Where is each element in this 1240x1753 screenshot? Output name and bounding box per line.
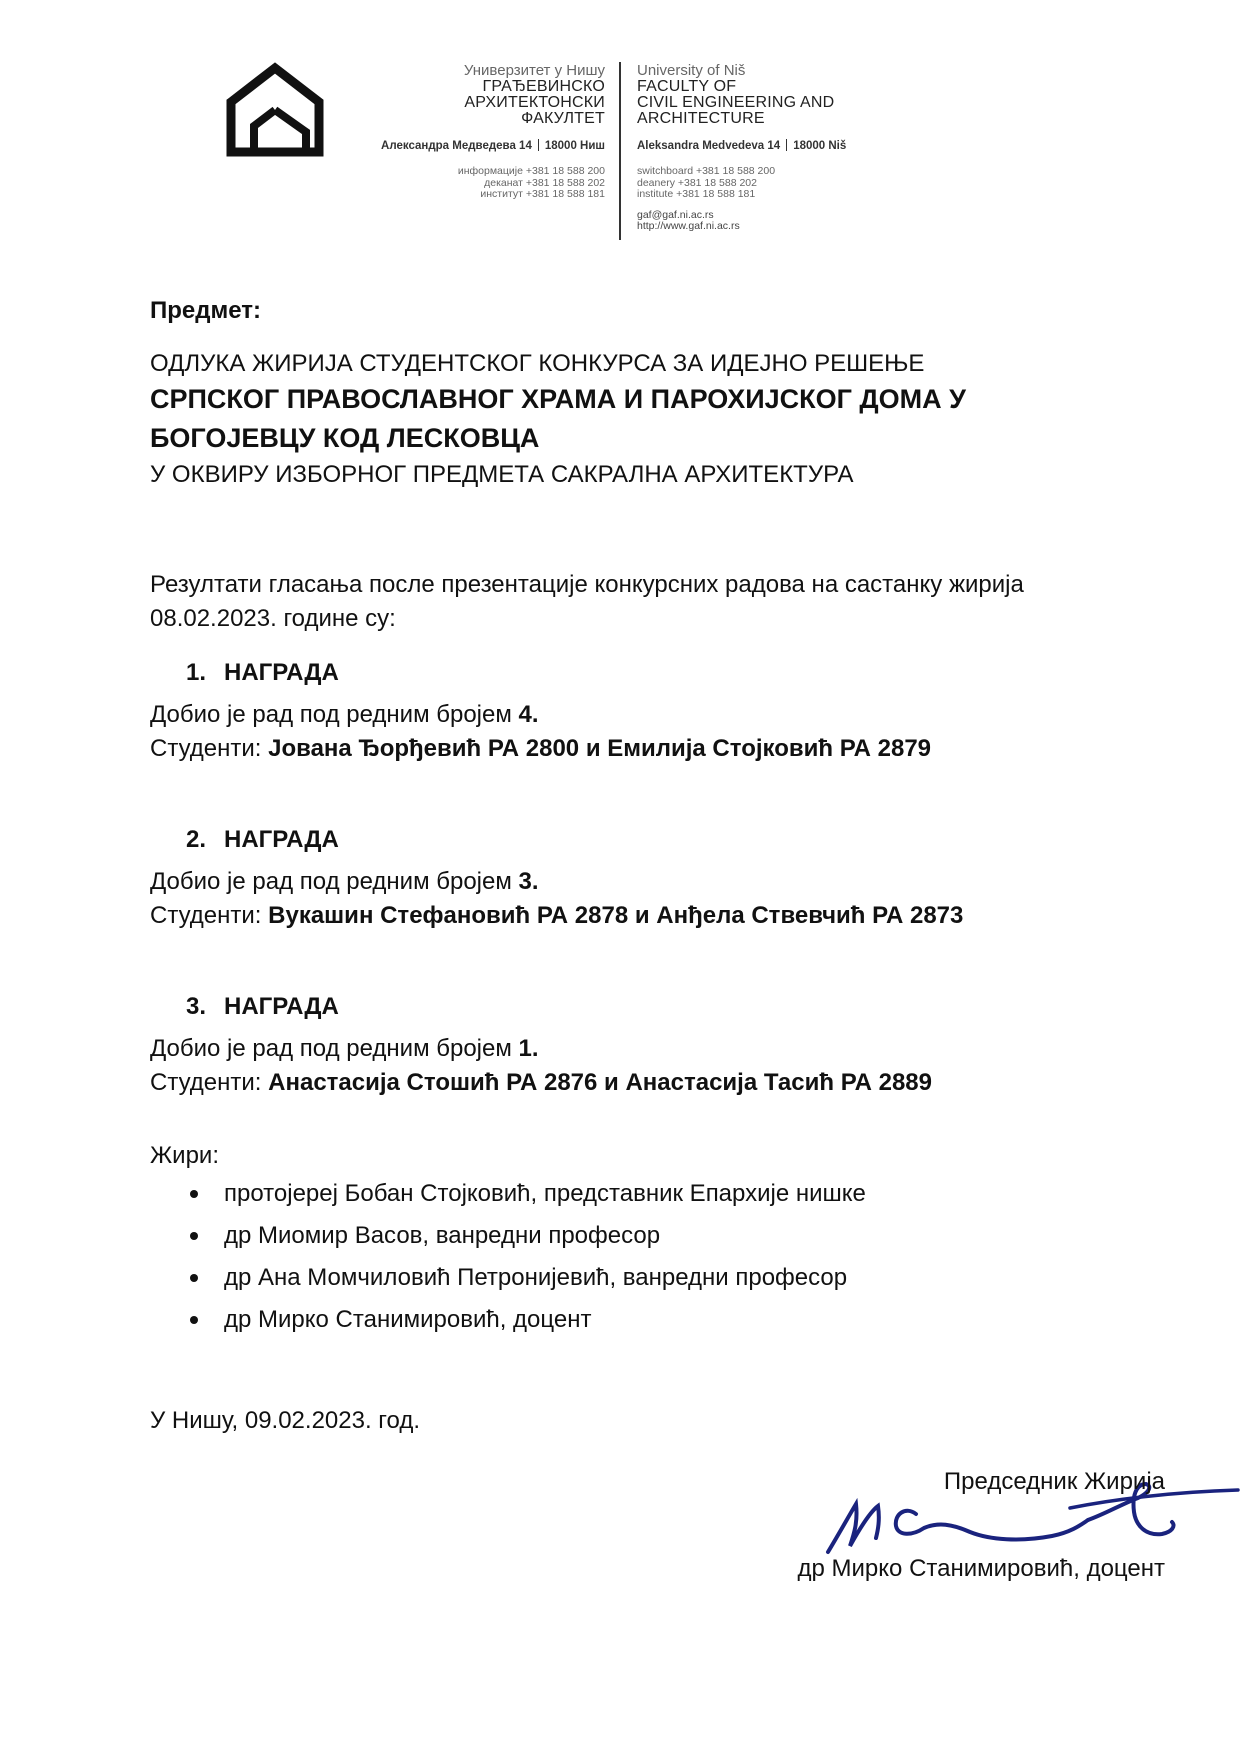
web-contacts: [637, 210, 937, 233]
award-label: НАГРАДА: [224, 826, 339, 853]
president-title: Председник Жирија: [943, 1468, 1165, 1495]
award-students: [150, 732, 931, 766]
work-prefix: Добио је рад под редним бројем: [150, 1035, 519, 1062]
award-label: НАГРАДА: [224, 993, 339, 1020]
email-link[interactable]: gaf@gaf.ni.ac.rs: [637, 208, 714, 221]
award-heading: [150, 823, 963, 857]
contact-en-deanery: deanery +381 18 588 202: [637, 176, 757, 189]
jury-member: др Мирко Станимировић, доцент: [150, 1303, 866, 1345]
jury-list: [150, 1177, 866, 1345]
address-en-street: Aleksandra Medvedeva 14: [637, 140, 781, 152]
students-names: Анастасија Стошић РА 2876 и Анастасија Тасић РА 2889: [268, 1069, 932, 1096]
jury-member: протојереј Бобан Стојковић, представник Епархије нишке: [150, 1177, 866, 1219]
address-en: [637, 139, 937, 152]
title-bold-line-1: СРПСКОГ ПРАВОСЛАВНОГ ХРАМА И ПАРОХИЈСКОГ ДОМА У: [150, 384, 966, 414]
intro-line-1: Резултати гласања после презентације конкурсних радова на састанку жирија: [150, 571, 1024, 598]
work-prefix: Добио је рад под редним бројем: [150, 701, 519, 728]
faculty-logo-icon: [226, 62, 324, 158]
intro-paragraph: [150, 568, 1110, 636]
students-prefix: Студенти:: [150, 1069, 269, 1096]
award-number: 2.: [186, 826, 207, 853]
faculty-name-sr-2: АРХИТЕКТОНСКИ: [464, 94, 605, 111]
faculty-name-en-2: CIVIL ENGINEERING AND: [637, 94, 835, 111]
students-prefix: Студенти:: [150, 735, 269, 762]
address-en-city: 18000 Niš: [793, 140, 847, 152]
contacts-en: [637, 166, 937, 201]
award-number: 1.: [186, 659, 207, 686]
address-sr: [330, 139, 605, 152]
work-number: 1.: [518, 1035, 539, 1062]
award-2: [150, 823, 963, 933]
award-students: [150, 1066, 932, 1100]
award-students: [150, 899, 963, 933]
address-sr-street: Александра Медведева 14: [381, 140, 532, 152]
letterhead-divider: [619, 62, 621, 240]
contact-sr-institute: институт +381 18 588 181: [480, 188, 605, 200]
title-bold: [150, 380, 1050, 458]
jury-title: Жири:: [150, 1142, 219, 1169]
title-line-1: ОДЛУКА ЖИРИЈА СТУДЕНТСКОГ КОНКУРСА ЗА ИДЕЈНО РЕШЕЊЕ: [150, 350, 925, 377]
work-number: 4.: [518, 701, 539, 728]
contact-en-institute: institute +381 18 588 181: [637, 188, 756, 200]
contact-sr-info: информације +381 18 588 200: [457, 165, 605, 177]
award-work: [150, 1032, 932, 1066]
jury-member: др Миомир Васов, ванредни професор: [150, 1219, 866, 1261]
students-names: Вукашин Стефановић РА 2878 и Анђела Ствевчић РА 2873: [268, 902, 964, 929]
award-work: [150, 865, 963, 899]
letterhead-serbian: [330, 62, 605, 201]
university-name-en: University of Niš: [637, 62, 746, 79]
university-name-sr: Универзитет у Нишу: [463, 62, 605, 79]
work-number: 3.: [518, 868, 539, 895]
award-number: 3.: [186, 993, 207, 1020]
contact-sr-deanery: деканат +381 18 588 202: [484, 176, 605, 189]
award-heading: [150, 656, 931, 690]
president-name: др Мирко Станимировић, доцент: [797, 1555, 1165, 1582]
title-bold-line-2: БОГОЈЕВЦУ КОД ЛЕСКОВЦА: [150, 423, 540, 453]
contacts-sr: [330, 166, 605, 201]
students-prefix: Студенти:: [150, 902, 269, 929]
faculty-name-sr-1: ГРАЂЕВИНСКО: [482, 78, 605, 95]
award-label: НАГРАДА: [224, 659, 339, 686]
award-1: [150, 656, 931, 766]
website-link[interactable]: http://www.gaf.ni.ac.rs: [637, 220, 740, 232]
award-heading: [150, 990, 932, 1024]
award-work: [150, 698, 931, 732]
subject-label: Предмет:: [150, 297, 262, 324]
students-names: Јована Ђорђевић РА 2800 и Емилија Стојковић РА 2879: [268, 735, 932, 762]
intro-line-2: 08.02.2023. године су:: [150, 605, 396, 632]
faculty-name-en-3: ARCHITECTURE: [637, 110, 765, 127]
award-3: [150, 990, 932, 1100]
letterhead-english: [637, 62, 937, 233]
faculty-name-sr-3: ФАКУЛТЕТ: [521, 110, 605, 127]
contact-en-switchboard: switchboard +381 18 588 200: [637, 165, 776, 177]
place-date: У Нишу, 09.02.2023. год.: [150, 1407, 421, 1434]
title-line-4: У ОКВИРУ ИЗБОРНОГ ПРЕДМЕТА САКРАЛНА АРХИТЕКТУРА: [150, 461, 854, 488]
faculty-name-en-1: FACULTY OF: [637, 78, 737, 95]
jury-member: др Ана Момчиловић Петронијевић, ванредни професор: [150, 1261, 866, 1303]
work-prefix: Добио је рад под редним бројем: [150, 868, 519, 895]
address-sr-city: 18000 Ниш: [544, 140, 605, 152]
